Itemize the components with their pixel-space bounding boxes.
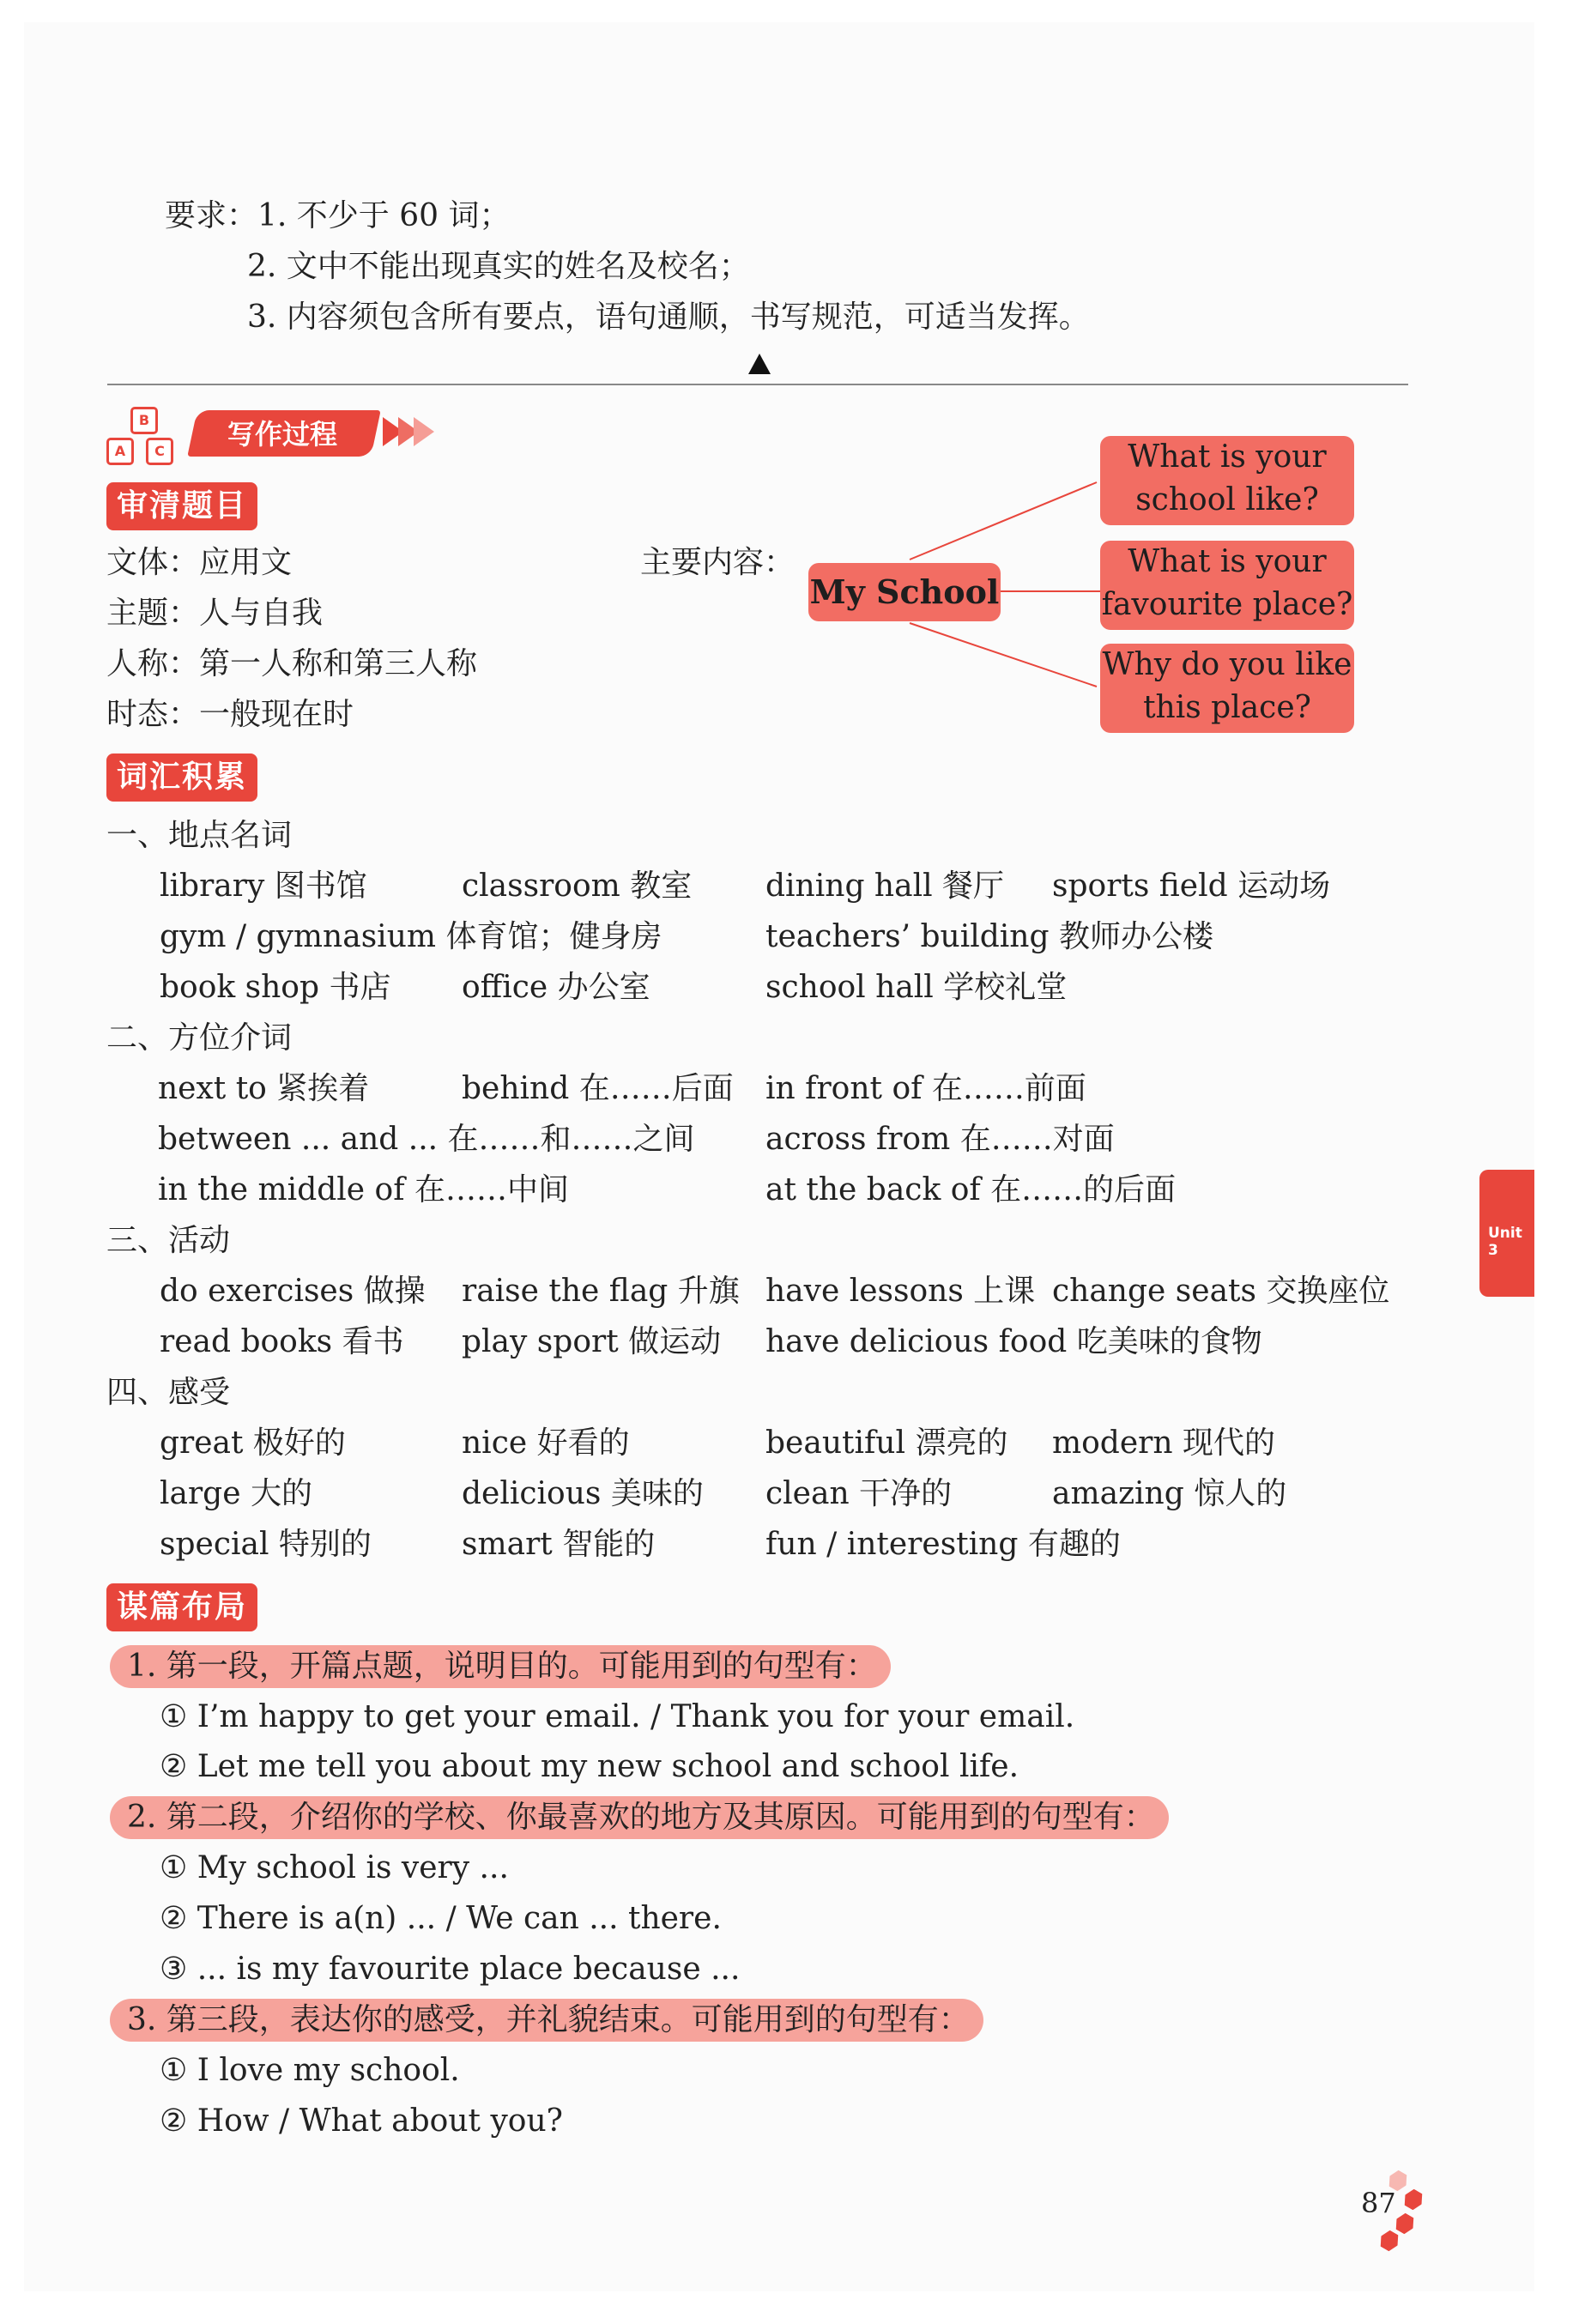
vocab-item: teachers’ building 教师办公楼	[765, 919, 1213, 954]
genre: 文体：应用文	[106, 545, 293, 580]
section-tag-examine: 审清题目	[106, 482, 257, 530]
vocab-item: have delicious food 吃美味的食物	[765, 1324, 1262, 1359]
person: 人称：第一人称和第三人称	[106, 646, 478, 681]
vocab-category-places: 一、地点名词	[106, 818, 293, 853]
vocab-item: read books 看书	[160, 1324, 404, 1359]
vocab-item: in front of 在……前面	[765, 1071, 1086, 1106]
sentence-pattern: ① I love my school.	[160, 2053, 460, 2088]
vocab-item: in the middle of 在……中间	[158, 1172, 569, 1207]
vocab-item: sports field 运动场	[1052, 868, 1331, 904]
vocab-item: book shop 书店	[160, 970, 391, 1005]
requirement-3: 3. 内容须包含所有要点，语句通顺，书写规范，可适当发挥。	[247, 300, 1090, 335]
vocab-category-prepositions: 二、方位介词	[106, 1020, 293, 1056]
vocab-item: office 办公室	[462, 970, 650, 1005]
mindmap-bubble-2: What is your favourite place?	[1100, 541, 1354, 630]
paragraph-2-heading: 2. 第二段，介绍你的学校、你最喜欢的地方及其原因。可能用到的句型有：	[110, 1796, 1169, 1839]
vocab-item: special 特别的	[160, 1527, 372, 1562]
vocab-item: across from 在……对面	[765, 1122, 1115, 1157]
section-tag-layout: 谋篇布局	[106, 1583, 257, 1631]
main-content-label: 主要内容：	[640, 545, 796, 580]
writing-process-title: 写作过程	[227, 418, 337, 451]
requirement-2: 2. 文中不能出现真实的姓名及校名；	[247, 249, 750, 284]
sentence-pattern: ② How / What about you?	[160, 2103, 563, 2139]
theme: 主题：人与自我	[106, 596, 324, 631]
vocab-item: amazing 惊人的	[1052, 1476, 1287, 1511]
sentence-pattern: ② There is a(n) ... / We can ... there.	[160, 1901, 722, 1936]
sentence-pattern: ① My school is very ...	[160, 1850, 509, 1885]
vocab-item: school hall 学校礼堂	[765, 970, 1068, 1005]
vocab-item: library 图书馆	[160, 868, 367, 904]
sentence-pattern: ① I’m happy to get your email. / Thank you for your email.	[160, 1699, 1075, 1734]
vocab-item: change seats 交换座位	[1052, 1274, 1390, 1309]
vocab-item: fun / interesting 有趣的	[765, 1527, 1121, 1562]
mindmap-bubble-3: Why do you like this place?	[1100, 644, 1354, 733]
vocab-item: clean 干净的	[765, 1476, 953, 1511]
vocab-item: behind 在……后面	[462, 1071, 734, 1106]
vocab-item: nice 好看的	[462, 1425, 630, 1461]
abc-icon: B A C	[106, 407, 178, 467]
paragraph-1-heading: 1. 第一段，开篇点题，说明目的。可能用到的句型有：	[110, 1645, 891, 1688]
vocab-item: at the back of 在……的后面	[765, 1172, 1177, 1207]
vocab-item: classroom 教室	[462, 868, 693, 904]
tense: 时态：一般现在时	[106, 697, 354, 732]
vocab-item: gym / gymnasium 体育馆；健身房	[160, 919, 662, 954]
vocab-item: dining hall 餐厅	[765, 868, 1005, 904]
vocab-item: great 极好的	[160, 1425, 346, 1461]
vocab-item: next to 紧挨着	[158, 1071, 370, 1106]
sentence-pattern: ② Let me tell you about my new school and school life.	[160, 1749, 1019, 1784]
unit-side-tab: Unit 3	[1479, 1170, 1534, 1297]
vocab-item: raise the flag 升旗	[462, 1274, 740, 1309]
vocab-category-activities: 三、活动	[106, 1223, 231, 1258]
page-number: 87	[1361, 2187, 1396, 2219]
vocab-category-feelings: 四、感受	[106, 1375, 231, 1410]
mindmap-center: My School	[808, 563, 1001, 621]
paragraph-3-heading: 3. 第三段，表达你的感受，并礼貌结束。可能用到的句型有：	[110, 1999, 983, 2042]
vocab-item: large 大的	[160, 1476, 312, 1511]
vocab-item: delicious 美味的	[462, 1476, 704, 1511]
mindmap-bubble-1: What is your school like?	[1100, 436, 1354, 525]
vocab-item: have lessons 上课	[765, 1274, 1036, 1309]
vocab-item: modern 现代的	[1052, 1425, 1275, 1461]
vocab-item: beautiful 漂亮的	[765, 1425, 1008, 1461]
vocab-item: play sport 做运动	[462, 1324, 722, 1359]
requirement-1: 要求：1. 不少于 60 词；	[165, 198, 511, 233]
vocab-item: do exercises 做操	[160, 1274, 426, 1309]
section-tag-vocab: 词汇积累	[106, 753, 257, 802]
vocab-item: smart 智能的	[462, 1527, 656, 1562]
sentence-pattern: ③ ... is my favourite place because ...	[160, 1952, 741, 1987]
vocab-item: between ... and ... 在……和……之间	[158, 1122, 695, 1157]
